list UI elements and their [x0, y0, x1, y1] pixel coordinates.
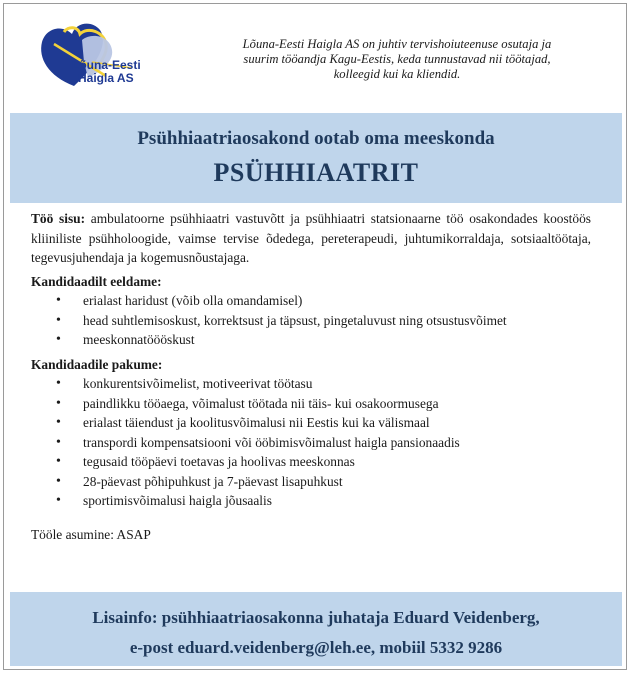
- offers-heading: Kandidaadile pakume:: [31, 356, 163, 372]
- job-duties: [31, 209, 591, 268]
- duties-label: Töö sisu:: [31, 211, 86, 226]
- list-item: • erialast haridust (võib olla omandamisel): [83, 291, 591, 311]
- list-item: • tegusaid tööpäevi toetavas ja hoolivas meeskonnas: [83, 452, 591, 472]
- list-item: • transpordi kompensatsiooni või ööbimisvõimalust haigla pansionaadis: [83, 433, 591, 453]
- header: [4, 4, 626, 114]
- list-item: • meeskonnatöööskust: [83, 330, 591, 350]
- list-item: • erialast täiendust ja koolitusvõimalusi nii Eestis kui ka välismaal: [83, 413, 591, 433]
- list-item: • konkurentsivõimelist, motiveerivat töötasu: [83, 374, 591, 394]
- requirements-list: [31, 291, 591, 350]
- list-item: • head suhtlemisoskust, korrektsust ja täpsust, pingetaluvust ning otsustusvõimet: [83, 311, 591, 331]
- tagline-line: Lõuna-Eesti Haigla AS on juhtiv tervishoiuteenuse osutaja ja: [242, 37, 552, 51]
- job-title: PSÜHHIAATRIT: [213, 158, 419, 187]
- job-ad-frame: [3, 3, 627, 670]
- list-item: • sportimisvõimalusi haigla jõusaalis: [83, 491, 591, 511]
- ad-body: [31, 209, 591, 557]
- list-item: • 28-päevast põhipuhkust ja 7-päevast lisapuhkust: [83, 472, 591, 492]
- contact-details: e-post eduard.veidenberg@leh.ee, mobiil 5332 9286: [129, 638, 503, 657]
- title-banner: [10, 113, 622, 203]
- list-item: • paindlikku tööaega, võimalust töötada nii täis- kui osakoormusega: [83, 394, 591, 414]
- duties-text: ambulatoorne psühhiaatri vastuvõtt ja psühhiaatri statsionaarne töö osakondades koostöös kliiniliste psühholoogide, vaimse tervise õdedega, pereterapeudi, juhtumikorraldaja, sotsiaaltöötaja, tegevusjuhendaja ja kogemusnõustajaga.: [31, 211, 591, 265]
- tagline-line: suurim tööandja Kagu-Eestis, keda tunnustavad nii töötajad,: [243, 52, 551, 66]
- offers-list: [31, 374, 591, 511]
- requirements-heading: Kandidaadilt eeldame:: [31, 273, 162, 289]
- hospital-logo: [34, 18, 159, 102]
- svg-text:Lõuna-Eesti: Lõuna-Eesti: [72, 58, 141, 72]
- heart-logo-icon: [34, 18, 159, 102]
- svg-text:Haigla AS: Haigla AS: [78, 71, 134, 85]
- company-tagline: [192, 37, 602, 82]
- start-date: Tööle asumine: ASAP: [31, 526, 151, 542]
- contact-person: Lisainfo: psühhiaatriaosakonna juhataja Eduard Veidenberg,: [92, 608, 540, 627]
- contact-banner: [10, 592, 622, 666]
- department-subtitle: Psühhiaatriaosakond ootab oma meeskonda: [137, 128, 495, 149]
- tagline-line: kolleegid kui ka kliendid.: [333, 67, 461, 81]
